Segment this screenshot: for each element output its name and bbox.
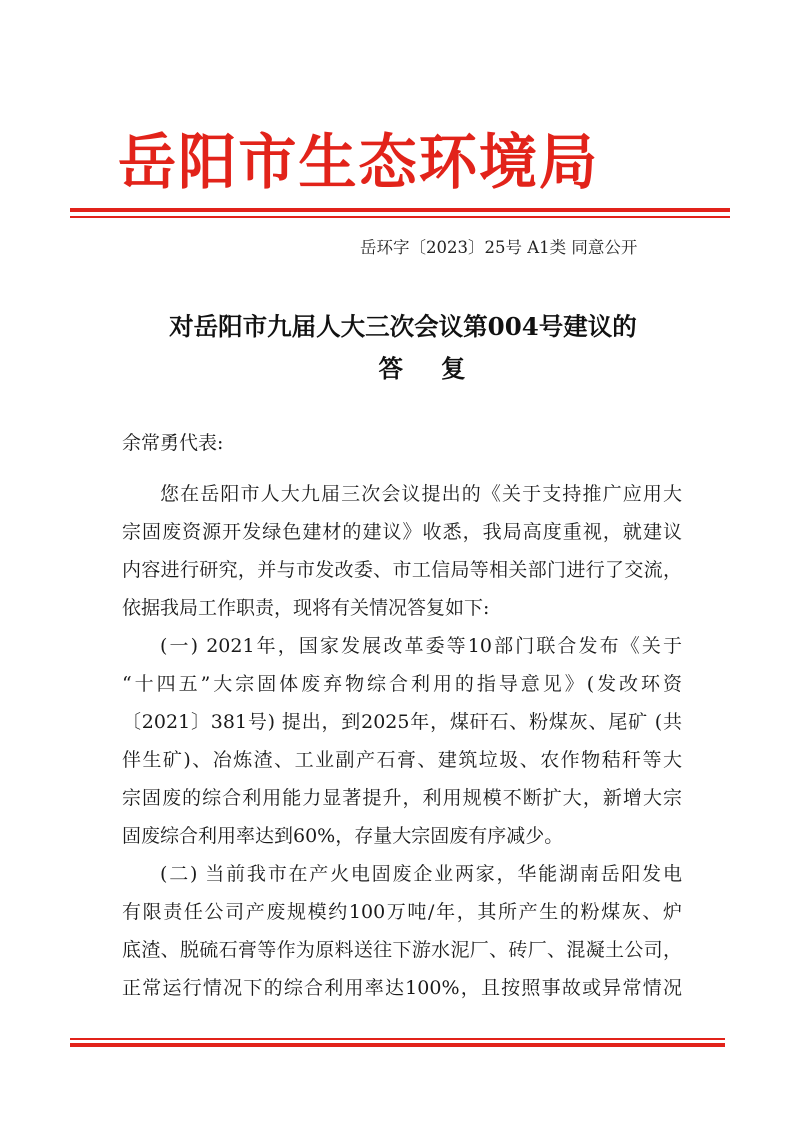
masthead-rule-thick: [70, 208, 730, 212]
body-line: 固废综合利用率达到60%，存量大宗固废有序减少。: [122, 825, 564, 847]
body-line: “十四五”大宗固体废弃物综合利用的指导意见》(发改环资: [122, 673, 682, 695]
body-line: 伴生矿)、冶炼渣、工业副产石膏、建筑垃圾、农作物秸秆等大: [122, 749, 682, 771]
document-title-line-2: 答复: [378, 354, 504, 383]
document-reference-number: 岳环字〔2023〕25号 A1类 同意公开: [360, 238, 638, 257]
body-line: 正常运行情况下的综合利用率达100%，且按照事故或异常情况: [122, 977, 682, 999]
footer-rule-thick: [70, 1043, 725, 1047]
body-line: 宗固废的综合利用能力显著提升，利用规模不断扩大，新增大宗: [122, 787, 682, 809]
body-line: 您在岳阳市人大九届三次会议提出的《关于支持推广应用大: [160, 483, 682, 505]
body-line: 〔2021〕381号) 提出，到2025年，煤矸石、粉煤灰、尾矿 (共: [122, 711, 682, 733]
footer-rule-thin: [70, 1038, 725, 1040]
salutation: 余常勇代表:: [122, 432, 224, 454]
masthead-rule-thin: [70, 216, 730, 218]
document-title-line-1: 对岳阳市九届人大三次会议第004号建议的: [169, 312, 637, 341]
body-line: 底渣、脱硫石膏等作为原料送往下游水泥厂、砖厂、混凝土公司，: [122, 939, 682, 961]
body-line: 有限责任公司产废规模约100万吨/年，其所产生的粉煤灰、炉: [122, 901, 682, 923]
body-line: 宗固废资源开发绿色建材的建议》收悉，我局高度重视，就建议: [122, 521, 682, 543]
body-line: 内容进行研究，并与市发改委、市工信局等相关部门进行了交流，: [122, 559, 682, 581]
body-line: 依据我局工作职责，现将有关情况答复如下:: [122, 597, 490, 619]
body-line: (一) 2021年，国家发展改革委等10部门联合发布《关于: [160, 635, 682, 657]
body-line: (二) 当前我市在产火电固废企业两家，华能湖南岳阳发电: [160, 863, 682, 885]
issuer-masthead: 岳阳市生态环境局: [118, 128, 600, 198]
